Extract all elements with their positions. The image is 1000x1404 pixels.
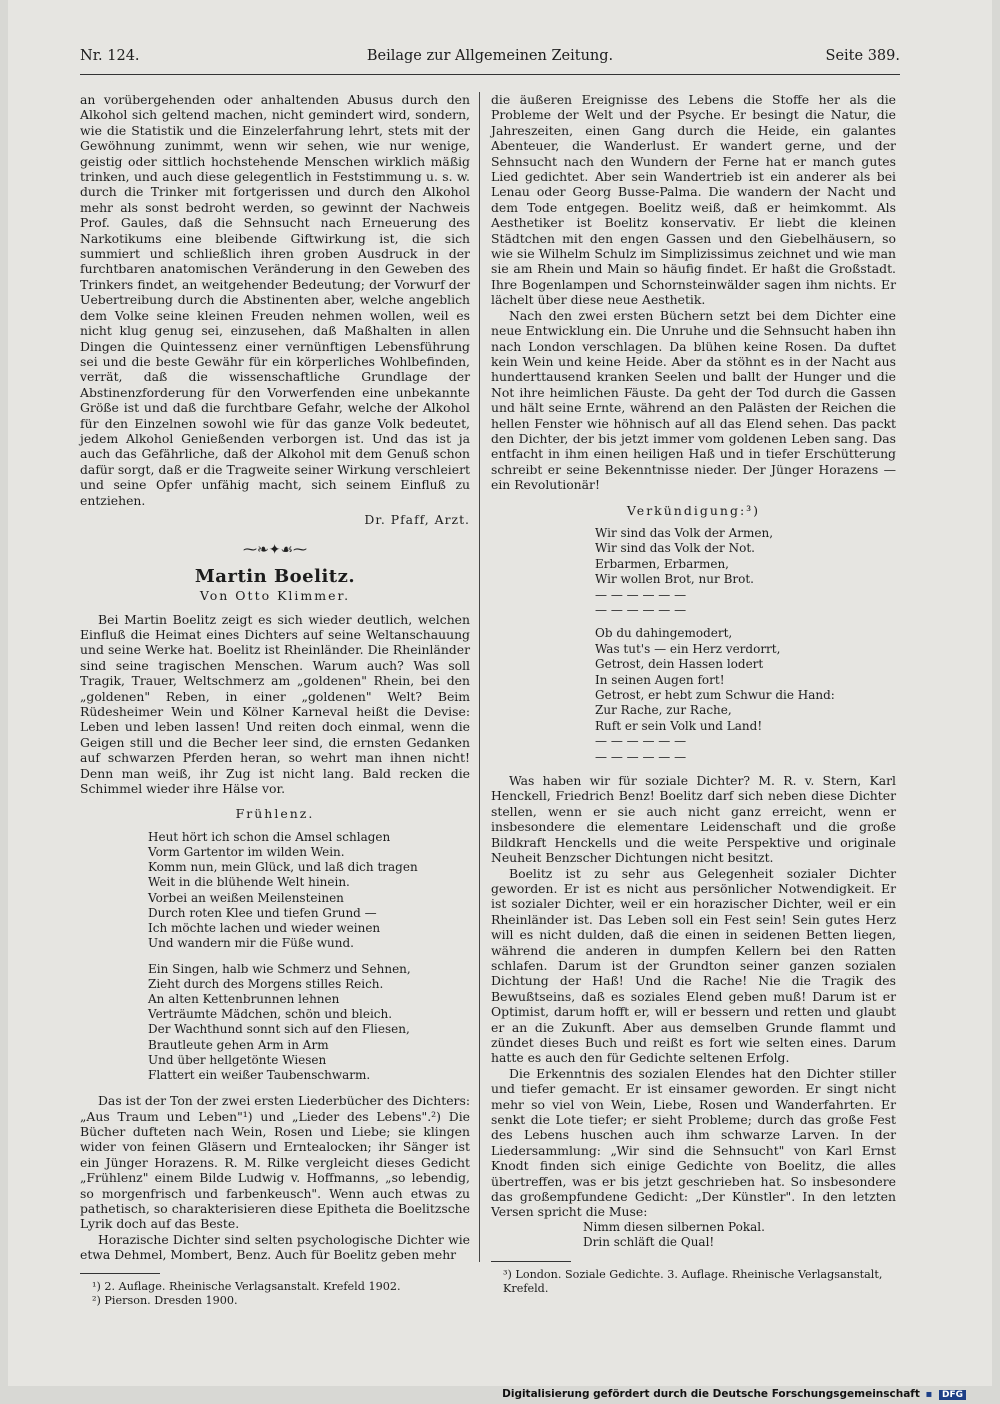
poem-line: Was tut's — ein Herz verdorrt, bbox=[595, 641, 781, 656]
poem-line: Getrost, dein Hassen lodert bbox=[595, 657, 764, 672]
poem-line: Ob du dahingemodert, bbox=[595, 626, 733, 641]
poem-line: Vorbei an weißen Meilensteinen bbox=[148, 890, 344, 905]
poem-line: Erbarmen, Erbarmen, bbox=[595, 556, 729, 571]
poem-line: Wir sind das Volk der Armen, bbox=[595, 525, 774, 540]
header-rule bbox=[80, 74, 900, 75]
poem-line: Nimm diesen silbernen Pokal. bbox=[583, 1219, 765, 1234]
author-signature: Dr. Pfaff, Arzt. bbox=[364, 511, 470, 527]
article-title: Martin Boelitz. bbox=[194, 565, 356, 587]
poem-line: Flattert ein weißer Taubenschwarm. bbox=[148, 1067, 371, 1082]
publication-title: Beilage zur Allgemeinen Zeitung. bbox=[366, 48, 614, 64]
newspaper-page bbox=[8, 0, 992, 1386]
poem-line: Getrost, er hebt zum Schwur die Hand: bbox=[595, 688, 835, 703]
article-paragraph: Die Erkenntnis des sozialen Elendes hat den Dichter stiller und tiefer gemacht. Er ist einsamer geworden. Er singt nicht mehr so viel von Wein, Liebe, Rosen und Wanderfahrten. Er senkt die Lote tiefer; er sieht Probleme; durch das große Fest des Lebens huschen auch ihm schwarze Larven. In der Liedersammlung: „Wir sind die Sehnsucht" von Karl Ernst Knodt finden sich einige Gedichte von Boelitz, die alles übertreffen, was er bis jetzt geschrieben hat. So insbesondere das großempfundene Gedicht: „Der Künstler". In den letzten Versen spricht die Muse: bbox=[491, 1065, 896, 1220]
poem-title: Frühlenz. bbox=[235, 806, 315, 822]
poem-line: Wir wollen Brot, nur Brot. bbox=[595, 572, 754, 587]
column-divider bbox=[479, 92, 480, 1262]
poem-line: In seinen Augen fort! bbox=[595, 672, 725, 687]
poem-verkuendigung bbox=[595, 526, 896, 773]
article-paragraph: Horazische Dichter sind selten psychologische Dichter wie etwa Dehmel, Mombert, Benz. Auch für Boelitz geben mehr bbox=[80, 1231, 470, 1263]
poem-stanza bbox=[148, 830, 470, 952]
dash-line: — — — — — — bbox=[595, 587, 687, 602]
poem-title: Verkündigung:³) bbox=[626, 502, 761, 518]
poem-line: Komm nun, mein Glück, und laß dich tragen bbox=[148, 860, 418, 875]
poem-line: Drin schläft die Qual! bbox=[583, 1235, 715, 1250]
dash-line: — — — — — — bbox=[595, 749, 687, 764]
page-header bbox=[80, 44, 900, 70]
poem-line: Und über hellgetönte Wiesen bbox=[148, 1052, 327, 1067]
digitization-credit bbox=[502, 1388, 966, 1400]
poem-line: Und wandern mir die Füße wund. bbox=[148, 936, 354, 951]
footnote: ¹) 2. Auflage. Rheinische Verlagsanstalt. Krefeld 1902. bbox=[92, 1279, 401, 1293]
article-paragraph: Nach den zwei ersten Büchern setzt bei dem Dichter eine neue Entwicklung ein. Die Unruhe und die Sehnsucht haben ihn nach London verschlagen. Da blühen keine Rosen. Da duftet kein Wein und keine Heide. Aber da stöhnt es in der Nacht aus hunderttausend kranken Seelen und ballt der Hunger und die Not ihre heimlichen Fäuste. Da geht der Tod durch die Gassen und hält seine Ernte, während an den Palästen der Reichen die hellen Fenster wie höhnisch auf all das Elend sehen. Das packt den Dichter, der bis jetzt immer vom goldenen Leben sang. Das entfacht in ihm einen heiligen Haß und in tiefer Erschütterung schreibt er seine Bekenntnisse nieder. Der Jünger Horazens — ein Revolutionär! bbox=[491, 307, 896, 493]
dfg-logo-icon: ▪ bbox=[925, 1389, 933, 1400]
dfg-badge: DFG bbox=[939, 1390, 966, 1400]
poem-line: Durch roten Klee und tiefen Grund — bbox=[148, 905, 377, 920]
footnote: ²) Pierson. Dresden 1900. bbox=[92, 1293, 238, 1307]
issue-number: Nr. 124. bbox=[80, 48, 140, 64]
right-column bbox=[491, 92, 896, 1296]
dash-line: — — — — — — bbox=[595, 603, 687, 617]
alcohol-article-text: an vorübergehenden oder anhaltenden Abusus durch den Alkohol sich geltend machen, nicht gemindert wird, sondern, wie die Statistik und die Einzelerfahrung lehrt, stets mit der Gewöhnung zunimmt, wenn wir sehen, wie nur wenige, geistig oder sittlich hochstehende Menschen wirklich mäßig trinken, und auch diese gelegentlich in Feststimmung u. s. w. durch die Trinker mit fortgerissen und durch den Alkohol mehr als sonst bedroht werden, so gewinnt der Nachweis Prof. Gaules, daß die Sehnsucht nach Erneuerung des Narkotikums eine bleibende Giftwirkung ist, die sich summiert und schließlich ihren groben Ausdruck in der furchtbaren anatomischen Veränderung in den Geweben des Trinkers findet, an weitgehender Bedeutung; der Vorwurf der Uebertreibung durch die Abstinenten aber, welche angeblich dem Volke seine kleinen Freuden nehmen wollen, weil es nicht klug genug sei, einzusehen, daß Maßhalten in allen Dingen die Quintessenz einer vernünftigen Lebensführung sei und die beste Gewähr für ein körperliches Wohlbefinden, verrät, daß die wissenschaftliche Grundlage der Abstinenzforderung für den Vorwerfenden eine unbekannte Größe ist und daß die furchtbare Gefahr, welche der Alkohol für den Einzelnen sowohl wie für das ganze Volk bedeutet, jedem Alkohol Genießenden verborgen ist. Und das ist ja auch das Gefährliche, daß der Alkohol mit dem Genuß schon dafür sorgt, daß er die Tragweite seiner Wirkung verschleiert und seine Opfer unfähig macht, sich seinem Einfluß zu entziehen. bbox=[80, 92, 470, 508]
poem-line: Heut hört ich schon die Amsel schlagen bbox=[148, 829, 391, 844]
poem-stanza bbox=[148, 962, 470, 1084]
footnote: ³) London. Soziale Gedichte. 3. Auflage. Rheinische Verlagsanstalt, Krefeld. bbox=[503, 1267, 883, 1295]
poem-line: Verträumte Mädchen, schön und bleich. bbox=[148, 1007, 393, 1022]
article-paragraph: Bei Martin Boelitz zeigt es sich wieder deutlich, welchen Einfluß die Heimat eines Dichters auf seine Weltanschauung und seine Werke hat. Boelitz ist Rheinländer. Die Rheinländer sind seine tragischen Menschen. Warum auch? Was soll Tragik, Trauer, Weltschmerz am „goldenen" Rhein, bei den „goldenen" Reben, in einer „goldenen" Welt? Beim Rüdesheimer Wein und Kölner Karneval heißt die Devise: Leben und leben lassen! Und reiten doch einmal, wenn die Geigen still und die Becher leer sind, die ernsten Gedanken auf schwarzen Pferden heran, so wehrt man ihnen nicht! Denn man weiß, ihr Zug ist nicht lang. Bald recken die Schimmel wieder ihre Hälse vor. bbox=[80, 611, 470, 797]
poem-line: Zur Rache, zur Rache, bbox=[595, 703, 732, 718]
credit-text: Digitalisierung gefördert durch die Deutsche Forschungsgemeinschaft bbox=[502, 1388, 920, 1400]
poem-stanza bbox=[595, 626, 896, 734]
poem-stanza bbox=[595, 526, 896, 588]
article-paragraph: Boelitz ist zu sehr aus Gelegenheit sozialer Dichter geworden. Er ist es nicht aus persönlicher Notwendigkeit. Er ist sozialer Dichter, weil er ein horazischer Dichter, weil er ein Rheinländer ist. Das Leben soll ein Fest sein! Sein gutes Herz will es nicht dulden, daß die einen in seidenen Betten liegen, während die anderen in dumpfen Kellern bei den Ratten schlafen. Darum ist der Grundton seiner ganzen sozialen Dichtung der Haß! Und die Rache! Nie die Tragik des Bewußtseins, daß es soziales Elend geben muß! Darum ist er Optimist, darum hofft er, will er bessern und retten und glaubt er an die Zukunft. Aber aus demselben Grunde flammt und zündet dieses Buch und reißt es fort wie selten eines. Darum hatte es auch den für Gedichte seltenen Erfolg. bbox=[491, 865, 896, 1066]
poem-line: Ruft er sein Volk und Land! bbox=[595, 718, 763, 733]
footnote-rule bbox=[491, 1261, 571, 1262]
poem-line: Vorm Gartentor im wilden Wein. bbox=[148, 845, 345, 860]
poem-line: An alten Kettenbrunnen lehnen bbox=[148, 991, 340, 1006]
article-paragraph: die äußeren Ereignisse des Lebens die Stoffe her als die Probleme der Welt und der Psyche. Er besingt die Natur, die Jahreszeiten, einen Gang durch die Heide, ein galantes Abenteuer, die Wanderlust. Er wandert gerne, und der Sehnsucht nach den Wundern der Ferne hat er manch gutes Lied gedichtet. Aber sein Wandertrieb ist ein anderer als bei Lenau oder Georg Busse-Palma. Die wandern der Nacht und dem Tode entgegen. Boelitz weiß, daß er heimkommt. Als Aesthetiker ist Boelitz konservativ. Er liebt die kleinen Städtchen mit den engen Gassen und den Giebelhäusern, so wie sie Wilhelm Schulz im Simplizissimus zeichnet und wie man sie am Rhein und Main so häufig findet. Er haßt die Großstadt. Ihre Bogenlampen und Schornsteinwälder sagen ihm nichts. Er lächelt über diese neue Aesthetik. bbox=[491, 92, 896, 308]
poem-line: Wir sind das Volk der Not. bbox=[595, 541, 755, 556]
poem-line: Ein Singen, halb wie Schmerz und Sehnen, bbox=[148, 961, 411, 976]
dash-line: — — — — — — bbox=[595, 734, 687, 749]
poem-fruehlenz bbox=[148, 830, 470, 1083]
muse-quote bbox=[583, 1220, 896, 1251]
article-paragraph: Das ist der Ton der zwei ersten Liederbücher des Dichters: „Aus Traum und Leben"¹) und „Lieder des Lebens".²) Die Bücher dufteten nach Wein, Rosen und Liebe; sie klingen wider von feinen Gläsern und Erntealocken; ihr Sänger ist ein Jünger Horazens. R. M. Rilke vergleicht dieses Gedicht „Frühlenz" einem Bilde Ludwig v. Hoffmanns, „so lebendig, so morgenfrisch und farbenkeusch". Wenn auch etwas zu pathetisch, so charakterisieren diese Epitheta die Boelitzsche Lyrik doch auf das Beste. bbox=[80, 1093, 470, 1232]
poem-line: Ich möchte lachen und wieder weinen bbox=[148, 921, 381, 936]
footnote-rule bbox=[80, 1273, 160, 1274]
article-byline: Von Otto Klimmer. bbox=[199, 588, 351, 604]
poem-line: Der Wachthund sonnt sich auf den Fliesen, bbox=[148, 1022, 410, 1037]
poem-line: Weit in die blühende Welt hinein. bbox=[148, 875, 350, 890]
poem-line: Zieht durch des Morgens stilles Reich. bbox=[148, 976, 384, 991]
poem-line: Brautleute gehen Arm in Arm bbox=[148, 1037, 329, 1052]
left-column bbox=[80, 92, 470, 1308]
page-number: Seite 389. bbox=[825, 48, 900, 64]
article-paragraph: Was haben wir für soziale Dichter? M. R. v. Stern, Karl Henckell, Friedrich Benz! Boelitz darf sich neben diese Dichter stellen, wenn er sie auch nicht ganz erreicht, wenn er insbesondere die elementare Leidenschaft und die große Bildkraft Henckells und die weite Perspektive und originale Neuheit Benzscher Dichtungen nicht besitzt. bbox=[491, 773, 896, 866]
section-ornament: ⁓❧✦☙⁓ bbox=[242, 542, 307, 559]
